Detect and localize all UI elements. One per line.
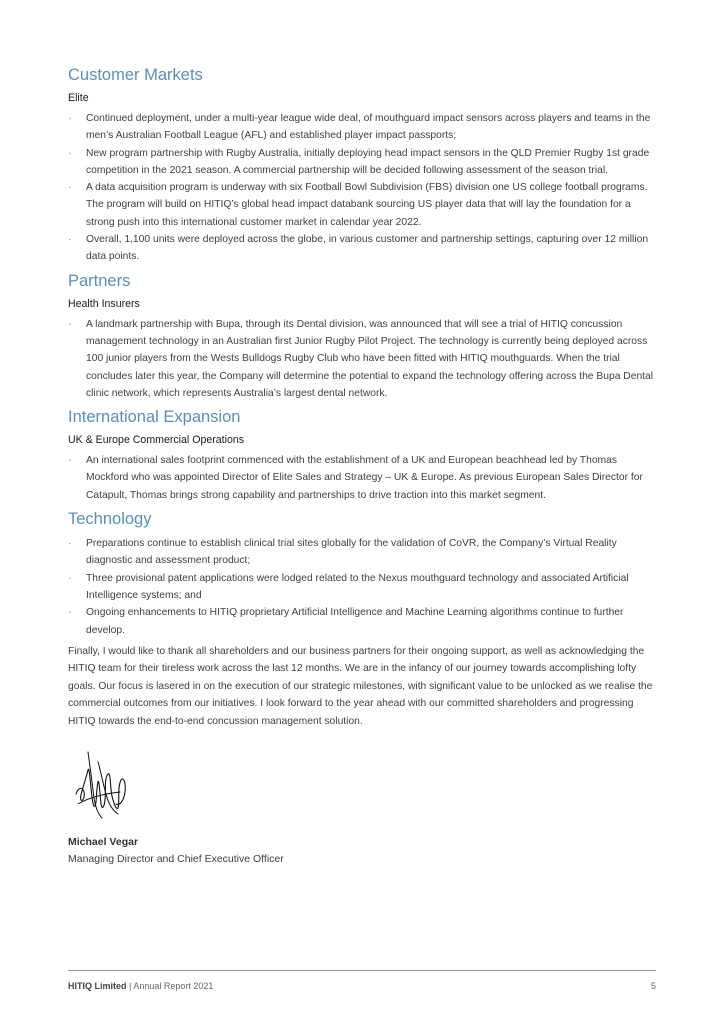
list-item [68, 145, 656, 180]
section [68, 508, 656, 639]
section [68, 64, 656, 266]
page-footer [68, 979, 656, 993]
section-subheading: Elite [68, 92, 89, 104]
bullet-marker: · [68, 234, 72, 246]
section-subheading: UK & Europe Commercial Operations [68, 434, 245, 447]
signer-title: Managing Director and Chief Executive Officer [68, 853, 284, 866]
list-item-text: Preparations continue to establish clinical trial sites globally for the validation of CoVR, the Company’s Virtual Reality diagnostic and assessment product; [86, 538, 617, 567]
sections [68, 64, 656, 639]
list-item [68, 231, 656, 266]
signature-image [68, 748, 138, 823]
list-item-text: Overall, 1,100 units were deployed across the globe, in various customer and partnership settings, capturing over 12 million data points. [86, 234, 649, 263]
footer-company: HITIQ Limited [68, 981, 127, 991]
footer-divider [68, 970, 656, 971]
bullet-list [68, 535, 656, 639]
section-heading: Partners [68, 271, 131, 290]
bullet-marker: · [68, 538, 72, 550]
signer-name: Michael Vegar [68, 836, 139, 849]
list-item [68, 604, 656, 639]
section-subheading: Health Insurers [68, 297, 140, 310]
list-item [68, 452, 656, 504]
page-number: 5 [650, 981, 656, 991]
bullet-marker: · [68, 318, 72, 330]
bullet-list [68, 452, 656, 504]
section-heading: International Expansion [68, 408, 241, 427]
list-item [68, 179, 656, 231]
bullet-list [68, 110, 656, 266]
section-heading: Customer Markets [68, 66, 203, 84]
list-item [68, 316, 656, 402]
footer-separator: | [129, 981, 132, 991]
bullet-marker: · [68, 572, 72, 584]
list-item-text: Three provisional patent applications were lodged related to the Nexus mouthguard technology and associated Artificial Intelligence systems; and [86, 572, 629, 601]
list-item-text: Continued deployment, under a multi-year league wide deal, of mouthguard impact sensors across players and teams in the men’s Australian Football League (AFL) and established player impact passports; [86, 113, 651, 142]
document-body [68, 64, 656, 868]
closing-paragraph: Finally, I would like to thank all shareholders and our business partners for their ongoing support, as well as acknowledging the HITIQ team for their tireless work across the last 12 months. We are in the infancy of our journey towards accomplishing lofty goals. Our focus is lasered in on the execution of our strategic milestones, with significant value to be unlocked as we realise the commercial outcomes from our initiatives. I look forward to the year ahead with our committed shareholders and progressing HITIQ towards the end-to-end concussion management solution. [68, 645, 653, 727]
bullet-marker: · [68, 147, 72, 159]
bullet-marker: · [68, 607, 72, 619]
list-item [68, 110, 656, 145]
list-item-text: A data acquisition program is underway with six Football Bowl Subdivision (FBS) division one US college football programs. The program will build on HITIQ’s global head impact databank sourcing US player data that will lay the foundation for a strong push into this international customer market in calendar year 2022. [86, 182, 648, 228]
section-heading: Technology [68, 510, 152, 529]
list-item-text: A landmark partnership with Bupa, through its Dental division, was announced that will see a trial of HITIQ concussion management technology in an Australian first Junior Rugby Pilot Project. The technology is currently being deployed across 100 junior players from the Wests Bulldogs Rugby Club who have been fitted with HITIQ mouthguards. When the trial concludes later this year, the Company will determine the potential to expand the technology offering across the Bupa Dental clinic network, which represents Australia’s largest dental network. [86, 318, 654, 399]
bullet-marker: · [68, 182, 72, 194]
section [68, 270, 656, 402]
bullet-marker: · [68, 113, 72, 124]
list-item-text: New program partnership with Rugby Australia, initially deploying head impact sensors in the QLD Premier Rugby 1st grade competition in the 2021 season. A commercial partnership will be decided following assessment of the season trial. [86, 147, 650, 176]
bullet-marker: · [68, 455, 72, 467]
list-item [68, 535, 656, 570]
list-item-text: Ongoing enhancements to HITIQ proprietary Artificial Intelligence and Machine Learning algorithms continue to further develop. [86, 607, 624, 636]
section [68, 406, 656, 504]
list-item-text: An international sales footprint commenced with the establishment of a UK and European beachhead led by Thomas Mockford who was appointed Director of Elite Sales and Strategy – UK & Europe. As previous European Sales Director for Catapult, Thomas brings strong capability and partnerships to drive traction into this market segment. [86, 455, 643, 501]
list-item [68, 570, 656, 605]
footer-report-title: Annual Report 2021 [133, 981, 214, 991]
bullet-list [68, 316, 656, 402]
